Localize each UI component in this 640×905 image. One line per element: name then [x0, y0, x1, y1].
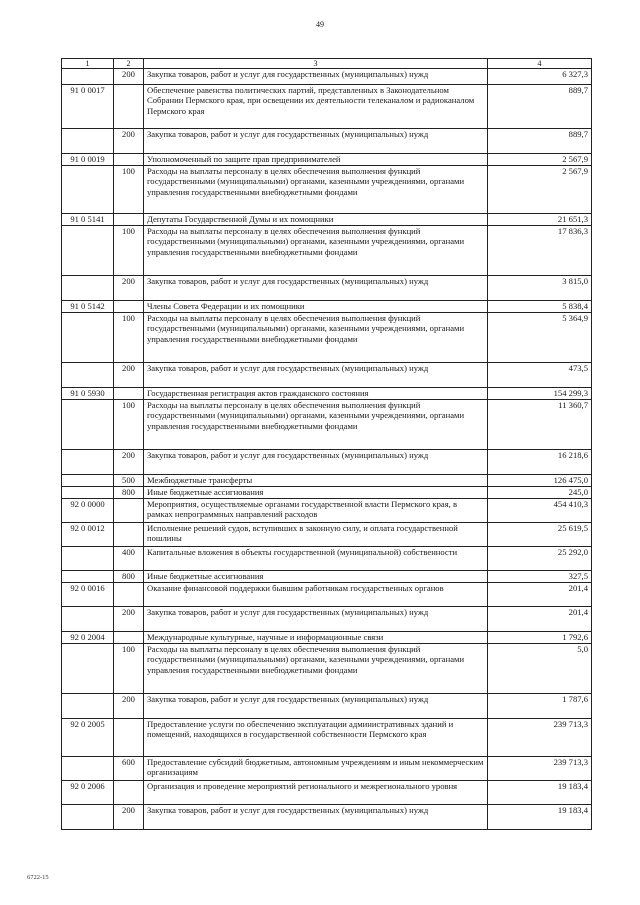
- row-amount: 201,4: [488, 607, 592, 632]
- table-row: [62, 523, 592, 547]
- row-amount: 6 327,3: [488, 69, 592, 85]
- row-expense-type: [114, 214, 144, 226]
- row-name: Иные бюджетные ассигнования: [144, 571, 488, 583]
- row-code: [62, 69, 114, 85]
- row-code: [62, 607, 114, 632]
- row-code: [62, 644, 114, 694]
- row-name: Предоставление услуги по обеспечению эксплуатации административных зданий и помещений, находящихся в государственной собственности Пермского края: [144, 719, 488, 757]
- page-number: 49: [316, 20, 324, 29]
- footer-code: 6722-15: [27, 874, 49, 881]
- table-row: [62, 363, 592, 388]
- row-amount: 154 299,3: [488, 388, 592, 400]
- row-amount: 25 292,0: [488, 547, 592, 571]
- row-name: Исполнение решений судов, вступивших в законную силу, и оплата государственной пошлины: [144, 523, 488, 547]
- header-col-1: 1: [62, 59, 114, 69]
- row-expense-type: 200: [114, 69, 144, 85]
- row-code: [62, 547, 114, 571]
- row-amount: 1 792,6: [488, 632, 592, 644]
- row-amount: 473,5: [488, 363, 592, 388]
- row-name: Расходы на выплаты персоналу в целях обеспечения выполнения функций государственными (муниципальными) органами, казенными учреждениями, органами управления государственными внебюджетными фондами: [144, 644, 488, 694]
- table-row: [62, 388, 592, 400]
- row-amount: 5 364,9: [488, 313, 592, 363]
- table-row: [62, 757, 592, 781]
- row-name: Межбюджетные трансферты: [144, 475, 488, 487]
- row-expense-type: 100: [114, 226, 144, 276]
- row-amount: 126 475,0: [488, 475, 592, 487]
- row-expense-type: 600: [114, 757, 144, 781]
- row-name: Расходы на выплаты персоналу в целях обеспечения выполнения функций государственными (муниципальными) органами, казенными учреждениями, органами управления государственными внебюджетными фондами: [144, 166, 488, 214]
- row-amount: 17 836,3: [488, 226, 592, 276]
- row-amount: 889,7: [488, 129, 592, 154]
- row-amount: 21 651,3: [488, 214, 592, 226]
- table-row: [62, 499, 592, 523]
- row-code: 92 0 0012: [62, 523, 114, 547]
- row-code: [62, 363, 114, 388]
- row-code: [62, 450, 114, 475]
- row-code: [62, 475, 114, 487]
- table-row: [62, 450, 592, 475]
- row-expense-type: [114, 85, 144, 129]
- row-name: Закупка товаров, работ и услуг для государственных (муниципальных) нужд: [144, 607, 488, 632]
- table-row: [62, 400, 592, 450]
- table-row: [62, 805, 592, 830]
- row-expense-type: [114, 719, 144, 757]
- row-expense-type: 100: [114, 313, 144, 363]
- row-amount: 2 567,9: [488, 166, 592, 214]
- row-code: [62, 487, 114, 499]
- row-code: [62, 694, 114, 719]
- row-code: [62, 757, 114, 781]
- row-code: [62, 129, 114, 154]
- header-col-4: 4: [488, 59, 592, 69]
- table-row: [62, 547, 592, 571]
- row-amount: 19 183,4: [488, 805, 592, 830]
- row-amount: 889,7: [488, 85, 592, 129]
- row-code: 91 0 0019: [62, 154, 114, 166]
- row-expense-type: 200: [114, 129, 144, 154]
- row-code: 92 0 0000: [62, 499, 114, 523]
- row-expense-type: 400: [114, 547, 144, 571]
- row-code: 92 0 0016: [62, 583, 114, 607]
- header-col-2: 2: [114, 59, 144, 69]
- row-amount: 454 410,3: [488, 499, 592, 523]
- table-row: [62, 632, 592, 644]
- header-col-3: 3: [144, 59, 488, 69]
- row-code: [62, 313, 114, 363]
- row-name: Оказание финансовой поддержки бывшим работникам государственных органов: [144, 583, 488, 607]
- row-name: Обеспечение равенства политических партий, представленных в Законодательном Собрании Пермского края, при освещении их деятельности телеканалом и радиоканалом Пермского края: [144, 85, 488, 129]
- row-expense-type: [114, 632, 144, 644]
- row-name: Организация и проведение мероприятий регионального и межрегионального уровня: [144, 781, 488, 805]
- table-row: [62, 166, 592, 214]
- table-row: [62, 301, 592, 313]
- row-code: 91 0 5930: [62, 388, 114, 400]
- row-amount: 245,0: [488, 487, 592, 499]
- table-row: [62, 694, 592, 719]
- row-expense-type: 500: [114, 475, 144, 487]
- row-name: Члены Совета Федерации и их помощники: [144, 301, 488, 313]
- row-amount: 19 183,4: [488, 781, 592, 805]
- table-row: [62, 487, 592, 499]
- row-name: Расходы на выплаты персоналу в целях обеспечения выполнения функций государственными (муниципальными) органами, казенными учреждениями, органами управления государственными внебюджетными фондами: [144, 313, 488, 363]
- table-row: [62, 583, 592, 607]
- table-row: [62, 129, 592, 154]
- row-amount: 201,4: [488, 583, 592, 607]
- row-expense-type: 200: [114, 363, 144, 388]
- row-expense-type: [114, 781, 144, 805]
- row-expense-type: 200: [114, 805, 144, 830]
- row-name: Расходы на выплаты персоналу в целях обеспечения выполнения функций государственными (муниципальными) органами, казенными учреждениями, органами управления государственными внебюджетными фондами: [144, 226, 488, 276]
- row-expense-type: 200: [114, 276, 144, 301]
- row-expense-type: [114, 523, 144, 547]
- row-code: 91 0 0017: [62, 85, 114, 129]
- row-amount: 5 838,4: [488, 301, 592, 313]
- table-row: [62, 214, 592, 226]
- table-row: [62, 85, 592, 129]
- row-expense-type: 200: [114, 694, 144, 719]
- row-expense-type: 800: [114, 571, 144, 583]
- row-name: Государственная регистрация актов гражданского состояния: [144, 388, 488, 400]
- row-expense-type: 100: [114, 644, 144, 694]
- row-code: [62, 571, 114, 583]
- row-expense-type: [114, 154, 144, 166]
- row-name: Капитальные вложения в объекты государственной (муниципальной) собственности: [144, 547, 488, 571]
- row-code: 91 0 5141: [62, 214, 114, 226]
- row-amount: 239 713,3: [488, 719, 592, 757]
- row-expense-type: 100: [114, 166, 144, 214]
- row-expense-type: [114, 583, 144, 607]
- row-code: [62, 400, 114, 450]
- row-code: [62, 226, 114, 276]
- table-row: [62, 313, 592, 363]
- row-expense-type: [114, 388, 144, 400]
- row-name: Закупка товаров, работ и услуг для государственных (муниципальных) нужд: [144, 805, 488, 830]
- table-row: [62, 607, 592, 632]
- table-row: [62, 154, 592, 166]
- table-row: [62, 226, 592, 276]
- table-row: [62, 276, 592, 301]
- row-name: Закупка товаров, работ и услуг для государственных (муниципальных) нужд: [144, 363, 488, 388]
- row-code: 92 0 2006: [62, 781, 114, 805]
- row-code: 92 0 2005: [62, 719, 114, 757]
- row-name: Закупка товаров, работ и услуг для государственных (муниципальных) нужд: [144, 694, 488, 719]
- row-code: [62, 276, 114, 301]
- row-amount: 25 619,5: [488, 523, 592, 547]
- row-code: [62, 805, 114, 830]
- table-header-row: [62, 59, 592, 69]
- table-row: [62, 475, 592, 487]
- row-name: Уполномоченный по защите прав предпринимателей: [144, 154, 488, 166]
- row-name: Иные бюджетные ассигнования: [144, 487, 488, 499]
- row-name: Мероприятия, осуществляемые органами государственной власти Пермского края, в рамках непрограммных направлений расходов: [144, 499, 488, 523]
- table-row: [62, 69, 592, 85]
- row-code: 91 0 5142: [62, 301, 114, 313]
- row-code: [62, 166, 114, 214]
- row-name: Закупка товаров, работ и услуг для государственных (муниципальных) нужд: [144, 69, 488, 85]
- row-expense-type: 200: [114, 607, 144, 632]
- table-row: [62, 644, 592, 694]
- row-expense-type: 200: [114, 450, 144, 475]
- row-name: Предоставление субсидий бюджетным, автономным учреждениям и иным некоммерческим организациям: [144, 757, 488, 781]
- row-expense-type: 800: [114, 487, 144, 499]
- row-name: Закупка товаров, работ и услуг для государственных (муниципальных) нужд: [144, 129, 488, 154]
- table-row: [62, 571, 592, 583]
- row-amount: 11 360,7: [488, 400, 592, 450]
- row-name: Международные культурные, научные и информационные связи: [144, 632, 488, 644]
- row-name: Закупка товаров, работ и услуг для государственных (муниципальных) нужд: [144, 450, 488, 475]
- row-amount: 3 815,0: [488, 276, 592, 301]
- row-expense-type: 100: [114, 400, 144, 450]
- row-amount: 16 218,6: [488, 450, 592, 475]
- row-amount: 5,0: [488, 644, 592, 694]
- row-amount: 1 787,6: [488, 694, 592, 719]
- row-name: Расходы на выплаты персоналу в целях обеспечения выполнения функций государственными (муниципальными) органами, казенными учреждениями, органами управления государственными внебюджетными фондами: [144, 400, 488, 450]
- table-row: [62, 719, 592, 757]
- row-amount: 327,5: [488, 571, 592, 583]
- row-amount: 2 567,9: [488, 154, 592, 166]
- row-name: Закупка товаров, работ и услуг для государственных (муниципальных) нужд: [144, 276, 488, 301]
- table-row: [62, 781, 592, 805]
- row-expense-type: [114, 499, 144, 523]
- budget-table: [61, 58, 592, 830]
- row-expense-type: [114, 301, 144, 313]
- row-amount: 239 713,3: [488, 757, 592, 781]
- row-name: Депутаты Государственной Думы и их помощники: [144, 214, 488, 226]
- row-code: 92 0 2004: [62, 632, 114, 644]
